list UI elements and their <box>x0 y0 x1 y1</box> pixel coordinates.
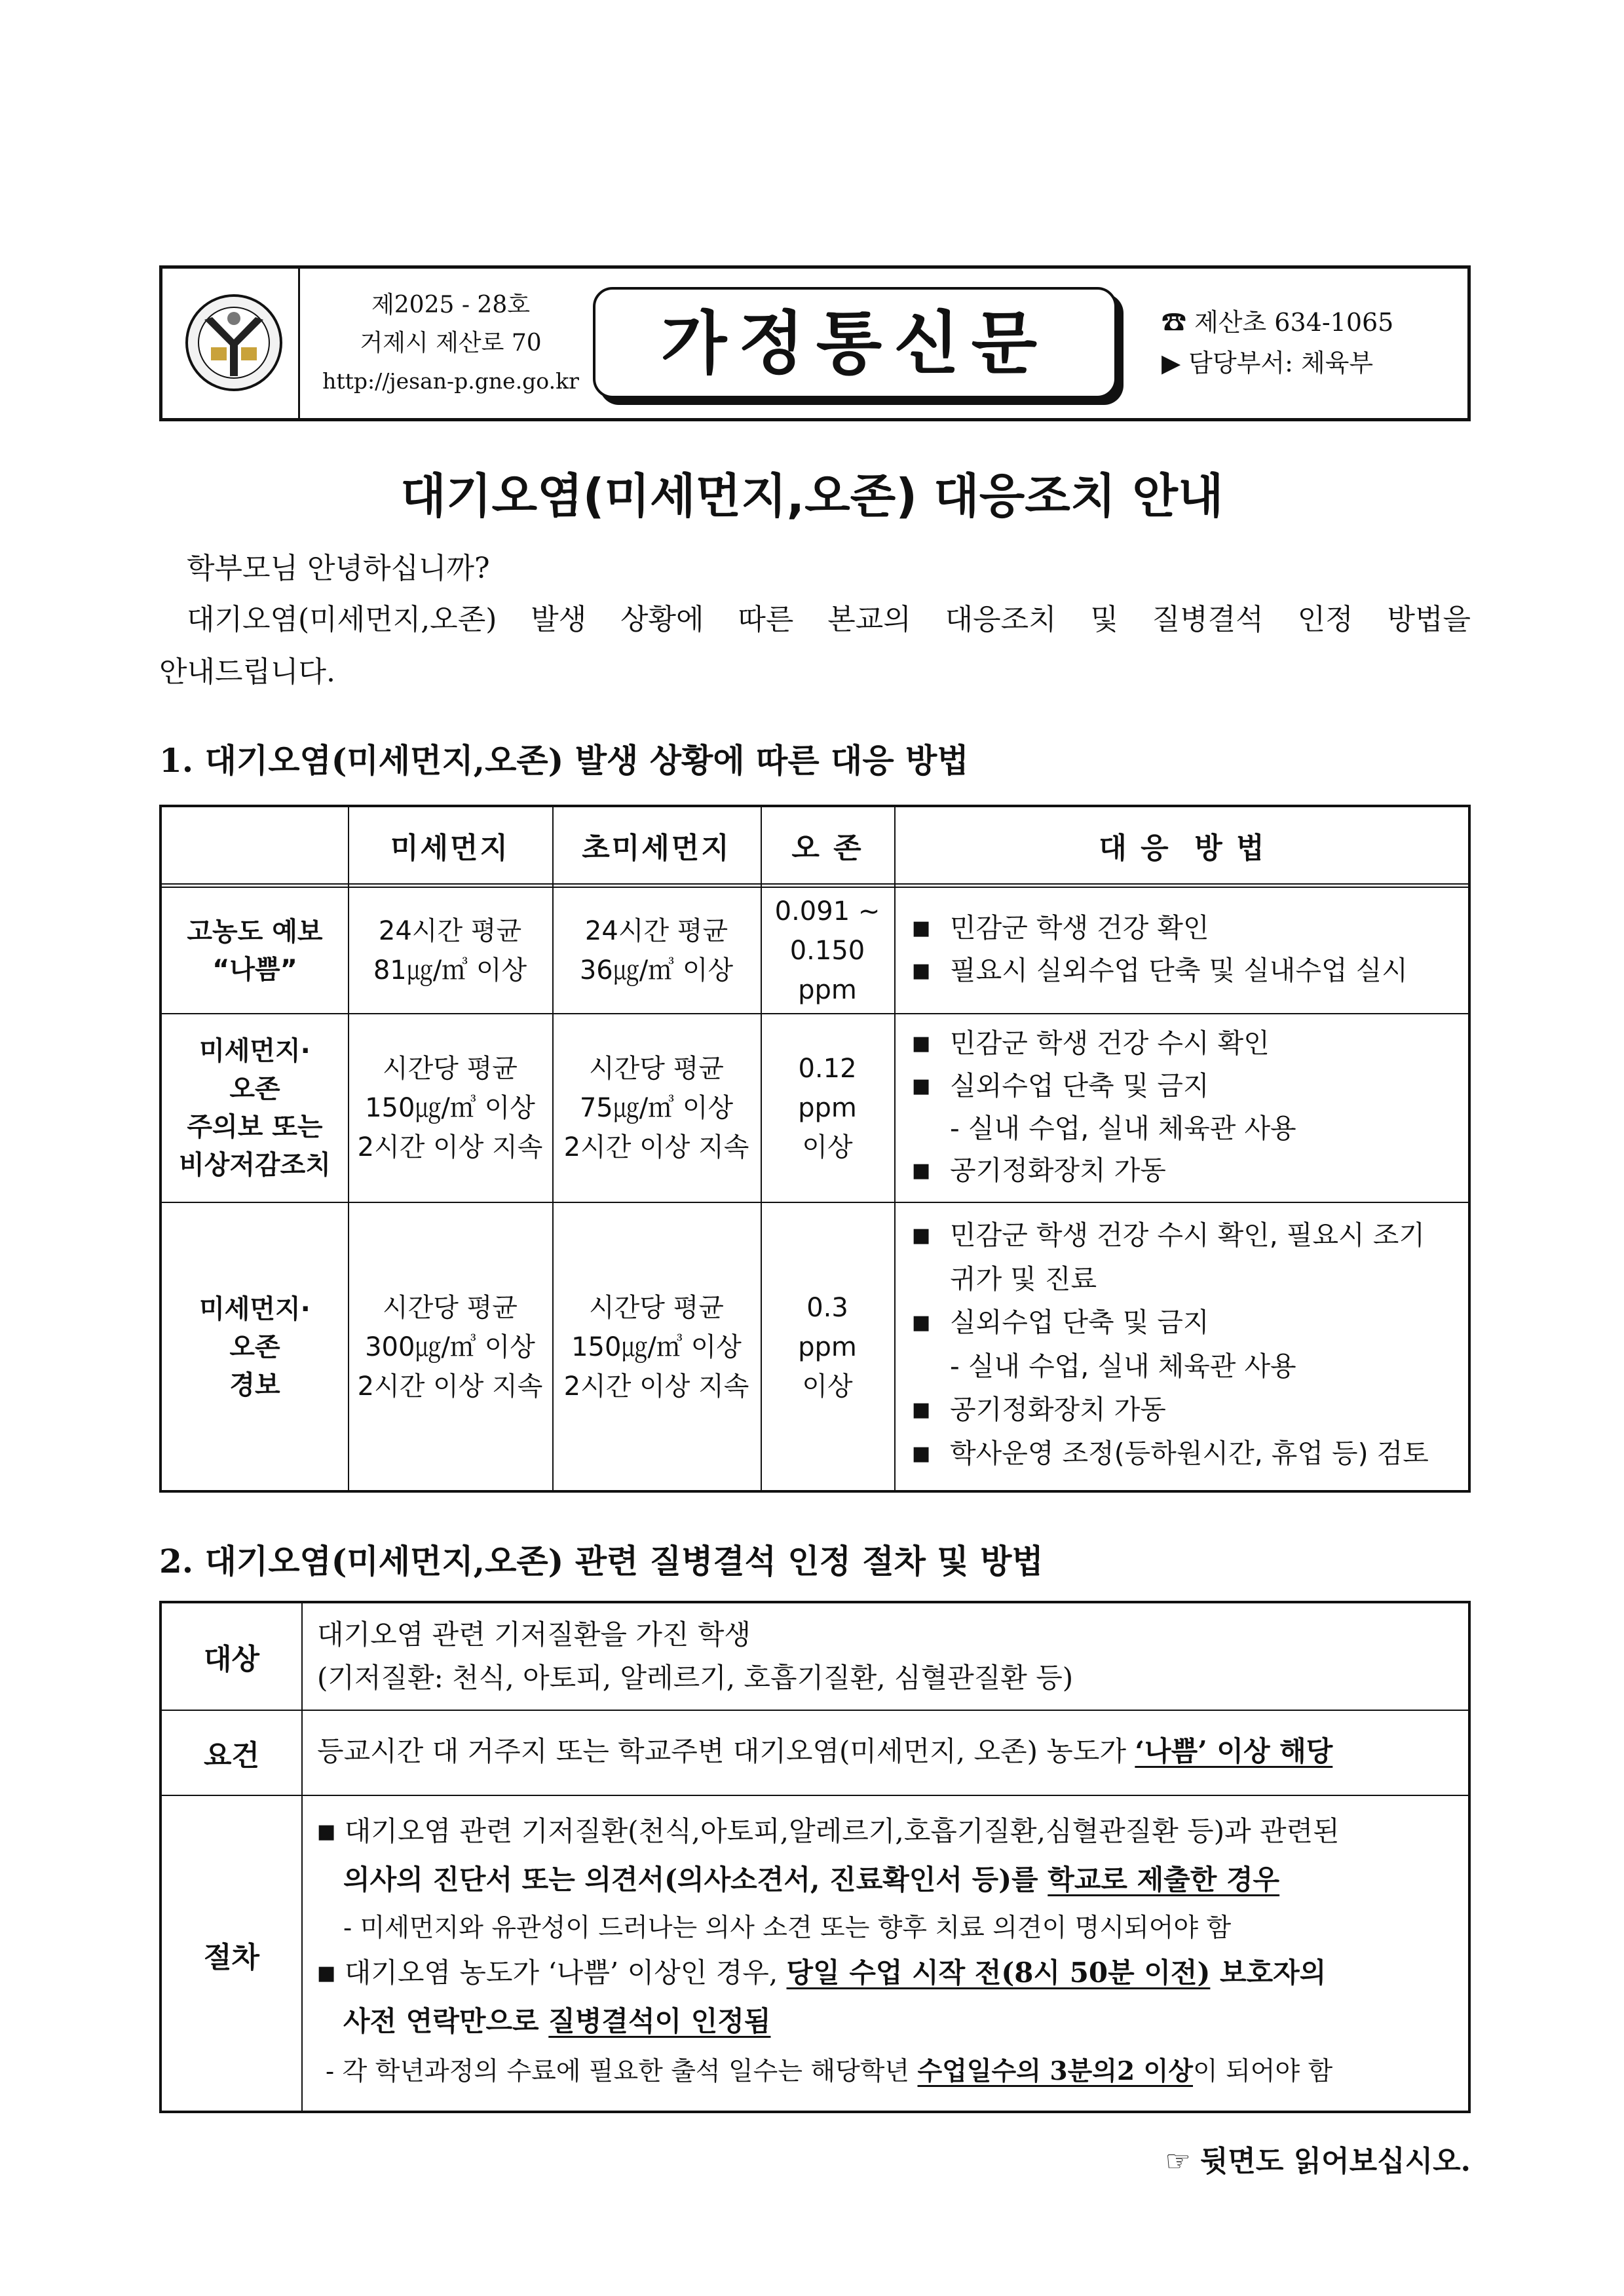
ozone-value <box>761 1014 894 1202</box>
school-info <box>300 269 601 418</box>
bullet-square-icon: ■ <box>317 1820 336 1843</box>
response-table <box>159 805 1471 1493</box>
value-line: 0.091 ~ <box>774 896 880 927</box>
response-item: ■ 실외수업 단축 및 금지 <box>912 1301 1462 1345</box>
procedure-1-sub: - 미세먼지와 유관성이 드러나는 의사 소견 또는 향후 치료 의견이 명시되어야 함 <box>343 1913 1232 1943</box>
condition-text <box>317 1732 1332 1771</box>
procedure-text: 대기오염 농도가 ‘나쁨’ 이상인 경우, <box>344 1957 787 1989</box>
value-line: 300㎍/㎥ 이상 <box>365 1332 535 1362</box>
school-address: 거제시 제산로 70 <box>360 330 542 356</box>
target-label: 대상 <box>203 1643 259 1676</box>
value-line: 이상 <box>802 1371 853 1402</box>
level-line: 경보 <box>229 1370 280 1400</box>
procedure-text: - 각 학년과정의 수료에 필요한 출석 일수는 해당학년 <box>326 2057 918 2086</box>
value-line: 이상 <box>802 1132 853 1162</box>
procedure-text: 이 되어야 함 <box>1193 2057 1333 2086</box>
response-sub-item: - 실내 수업, 실내 체육관 사용 <box>950 1113 1296 1144</box>
response-item: ■ 공기정화장치 가동 <box>912 1149 1462 1192</box>
value-line: 시간당 평균 <box>589 1054 724 1084</box>
value-line: 150㎍/㎥ 이상 <box>365 1093 535 1123</box>
footer-note <box>1165 2137 1471 2179</box>
response-list <box>912 907 1462 992</box>
procedure-text: 대기오염 관련 기저질환(천식,아토피,알레르기,호흡기질환,심혈관질환 등)과 관련된 <box>344 1815 1340 1847</box>
procedure-emphasis: 수업일수의 3분의2 이상 <box>917 2056 1194 2086</box>
pm25-value <box>552 1014 761 1202</box>
level-line: 주의보 또는 <box>187 1112 323 1142</box>
value-line: ppm <box>798 1332 857 1362</box>
newsletter-title: 가정통신문 <box>660 303 1049 383</box>
ozone-value <box>761 1203 894 1491</box>
intro-line-1: 대기오염(미세먼지,오존) 발생 상황에 따른 본교의 대응조치 및 질병결석 인정 방법을 <box>187 603 1471 636</box>
response-item: ■ 민감군 학생 건강 수시 확인, 필요시 조기 <box>912 1214 1462 1257</box>
procedure-2-sub <box>326 2052 1332 2092</box>
response-item: ■ 공기정화장치 가동 <box>912 1388 1462 1432</box>
header-pm25: 초미세먼지 <box>582 832 731 865</box>
value-line: 0.12 <box>798 1054 857 1084</box>
pointing-hand-icon: ☞ <box>1165 2145 1191 2178</box>
response-item: ■ 필요시 실외수업 단축 및 실내수업 실시 <box>912 949 1462 992</box>
value-line: 0.3 <box>806 1293 848 1323</box>
level-line: 고농도 예보 <box>187 916 323 947</box>
ozone-value <box>761 888 894 1013</box>
level-line: 오존 <box>229 1074 280 1104</box>
level-line: “나쁨” <box>212 954 297 985</box>
value-line: ppm <box>798 1093 857 1123</box>
response-item: ■ 학사운영 조정(등하원시간, 휴업 등) 검토 <box>912 1432 1462 1476</box>
greeting: 학부모님 안녕하십니까? <box>187 552 490 585</box>
newsletter-header <box>159 265 1471 421</box>
value-line: 시간당 평균 <box>589 1293 724 1323</box>
target-line-2: (기저질환: 천식, 아토피, 알레르기, 호흡기질환, 심혈관질환 등) <box>317 1662 1074 1694</box>
absence-procedure-table <box>159 1601 1471 2113</box>
procedure-bold: 사전 연락만으로 <box>343 2005 549 2037</box>
intro-line-2: 안내드립니다. <box>159 655 336 689</box>
header-pm10: 미세먼지 <box>390 832 510 865</box>
procedure-bold: 보호자의 <box>1210 1957 1327 1989</box>
response-sub-item: - 실내 수업, 실내 체육관 사용 <box>950 1350 1296 1382</box>
target-line-1: 대기오염 관련 기저질환을 가진 학생 <box>317 1618 751 1651</box>
procedure-1-line-2 <box>343 1860 1279 1900</box>
value-line: 81㎍/㎥ 이상 <box>373 955 527 985</box>
response-list <box>912 1022 1462 1192</box>
pm10-value <box>348 888 552 1013</box>
school-logo-icon <box>185 294 283 392</box>
section-1-title: 1. 대기오염(미세먼지,오존) 발생 상황에 따른 대응 방법 <box>159 741 969 780</box>
value-line: 75㎍/㎥ 이상 <box>579 1093 734 1123</box>
response-item: ■ 실외수업 단축 및 금지 <box>912 1065 1462 1107</box>
value-line: 시간당 평균 <box>383 1293 518 1323</box>
level-line: 오존 <box>229 1332 280 1362</box>
row-level-warning <box>162 1203 348 1491</box>
value-line: 24시간 평균 <box>378 915 522 946</box>
pm25-value <box>552 1203 761 1491</box>
condition-label: 요건 <box>203 1739 259 1772</box>
school-homepage-link[interactable]: http://jesan-p.gne.go.kr <box>322 368 579 394</box>
phone-number: ☎ 제산초 634-1065 <box>1161 308 1394 337</box>
issue-number: 제2025 - 28호 <box>371 292 531 318</box>
response-item: ■ 민감군 학생 건강 수시 확인 <box>912 1022 1462 1065</box>
footer-text: 뒷면도 읽어보십시오. <box>1199 2145 1471 2178</box>
procedure-emphasis: 질병결석이 인정됨 <box>548 2005 771 2037</box>
response-item: ■ 민감군 학생 건강 확인 <box>912 907 1462 949</box>
bullet-square-icon: ■ <box>317 1962 336 1985</box>
value-line: 0.150 <box>789 935 865 966</box>
row-level-advisory <box>162 1014 348 1202</box>
pm25-value <box>552 888 761 1013</box>
procedure-label: 절차 <box>203 1941 259 1974</box>
pm10-value <box>348 1203 552 1491</box>
logo-cell <box>162 269 300 418</box>
procedure-2-line-1 <box>317 1953 1326 1993</box>
value-line: 150㎍/㎥ 이상 <box>571 1332 742 1362</box>
response-list <box>912 1214 1462 1476</box>
condition-emphasis: ‘나쁨’ 이상 해당 <box>1135 1735 1333 1767</box>
procedure-2-line-2 <box>343 2002 770 2041</box>
value-line: 24시간 평균 <box>584 915 728 946</box>
condition-plain: 등교시간 대 거주지 또는 학교주변 대기오염(미세먼지, 오존) 농도가 <box>317 1735 1135 1767</box>
level-line: 미세먼지· <box>199 1036 311 1066</box>
response-sub-item: 귀가 및 진료 <box>950 1263 1097 1295</box>
newsletter-title-box <box>593 287 1117 398</box>
value-line: ppm <box>798 974 857 1005</box>
document-title: 대기오염(미세먼지,오존) 대응조치 안내 <box>400 469 1224 524</box>
pm10-value <box>348 1014 552 1202</box>
value-line: 2시간 이상 지속 <box>563 1132 749 1162</box>
row-level-forecast <box>162 888 348 1013</box>
value-line: 시간당 평균 <box>383 1054 518 1084</box>
header-response: 대 응 방 법 <box>1099 832 1266 865</box>
procedure-1-line-1 <box>317 1812 1340 1852</box>
procedure-emphasis: 학교로 제출한 경우 <box>1048 1864 1280 1896</box>
section-2-title: 2. 대기오염(미세먼지,오존) 관련 질병결석 인정 절차 및 방법 <box>159 1542 1044 1580</box>
value-line: 2시간 이상 지속 <box>357 1371 543 1402</box>
department: ▶ 담당부서: 체육부 <box>1161 349 1374 377</box>
value-line: 36㎍/㎥ 이상 <box>579 955 734 985</box>
level-line: 비상저감조치 <box>179 1150 331 1180</box>
procedure-bold: 의사의 진단서 또는 의견서(의사소견서, 진료확인서 등)를 <box>343 1864 1048 1896</box>
procedure-emphasis: 당일 수업 시작 전(8시 50분 이전) <box>786 1957 1211 1989</box>
value-line: 2시간 이상 지속 <box>357 1132 543 1162</box>
value-line: 2시간 이상 지속 <box>563 1371 749 1402</box>
level-line: 미세먼지· <box>199 1294 311 1324</box>
header-ozone: 오 존 <box>791 832 863 865</box>
